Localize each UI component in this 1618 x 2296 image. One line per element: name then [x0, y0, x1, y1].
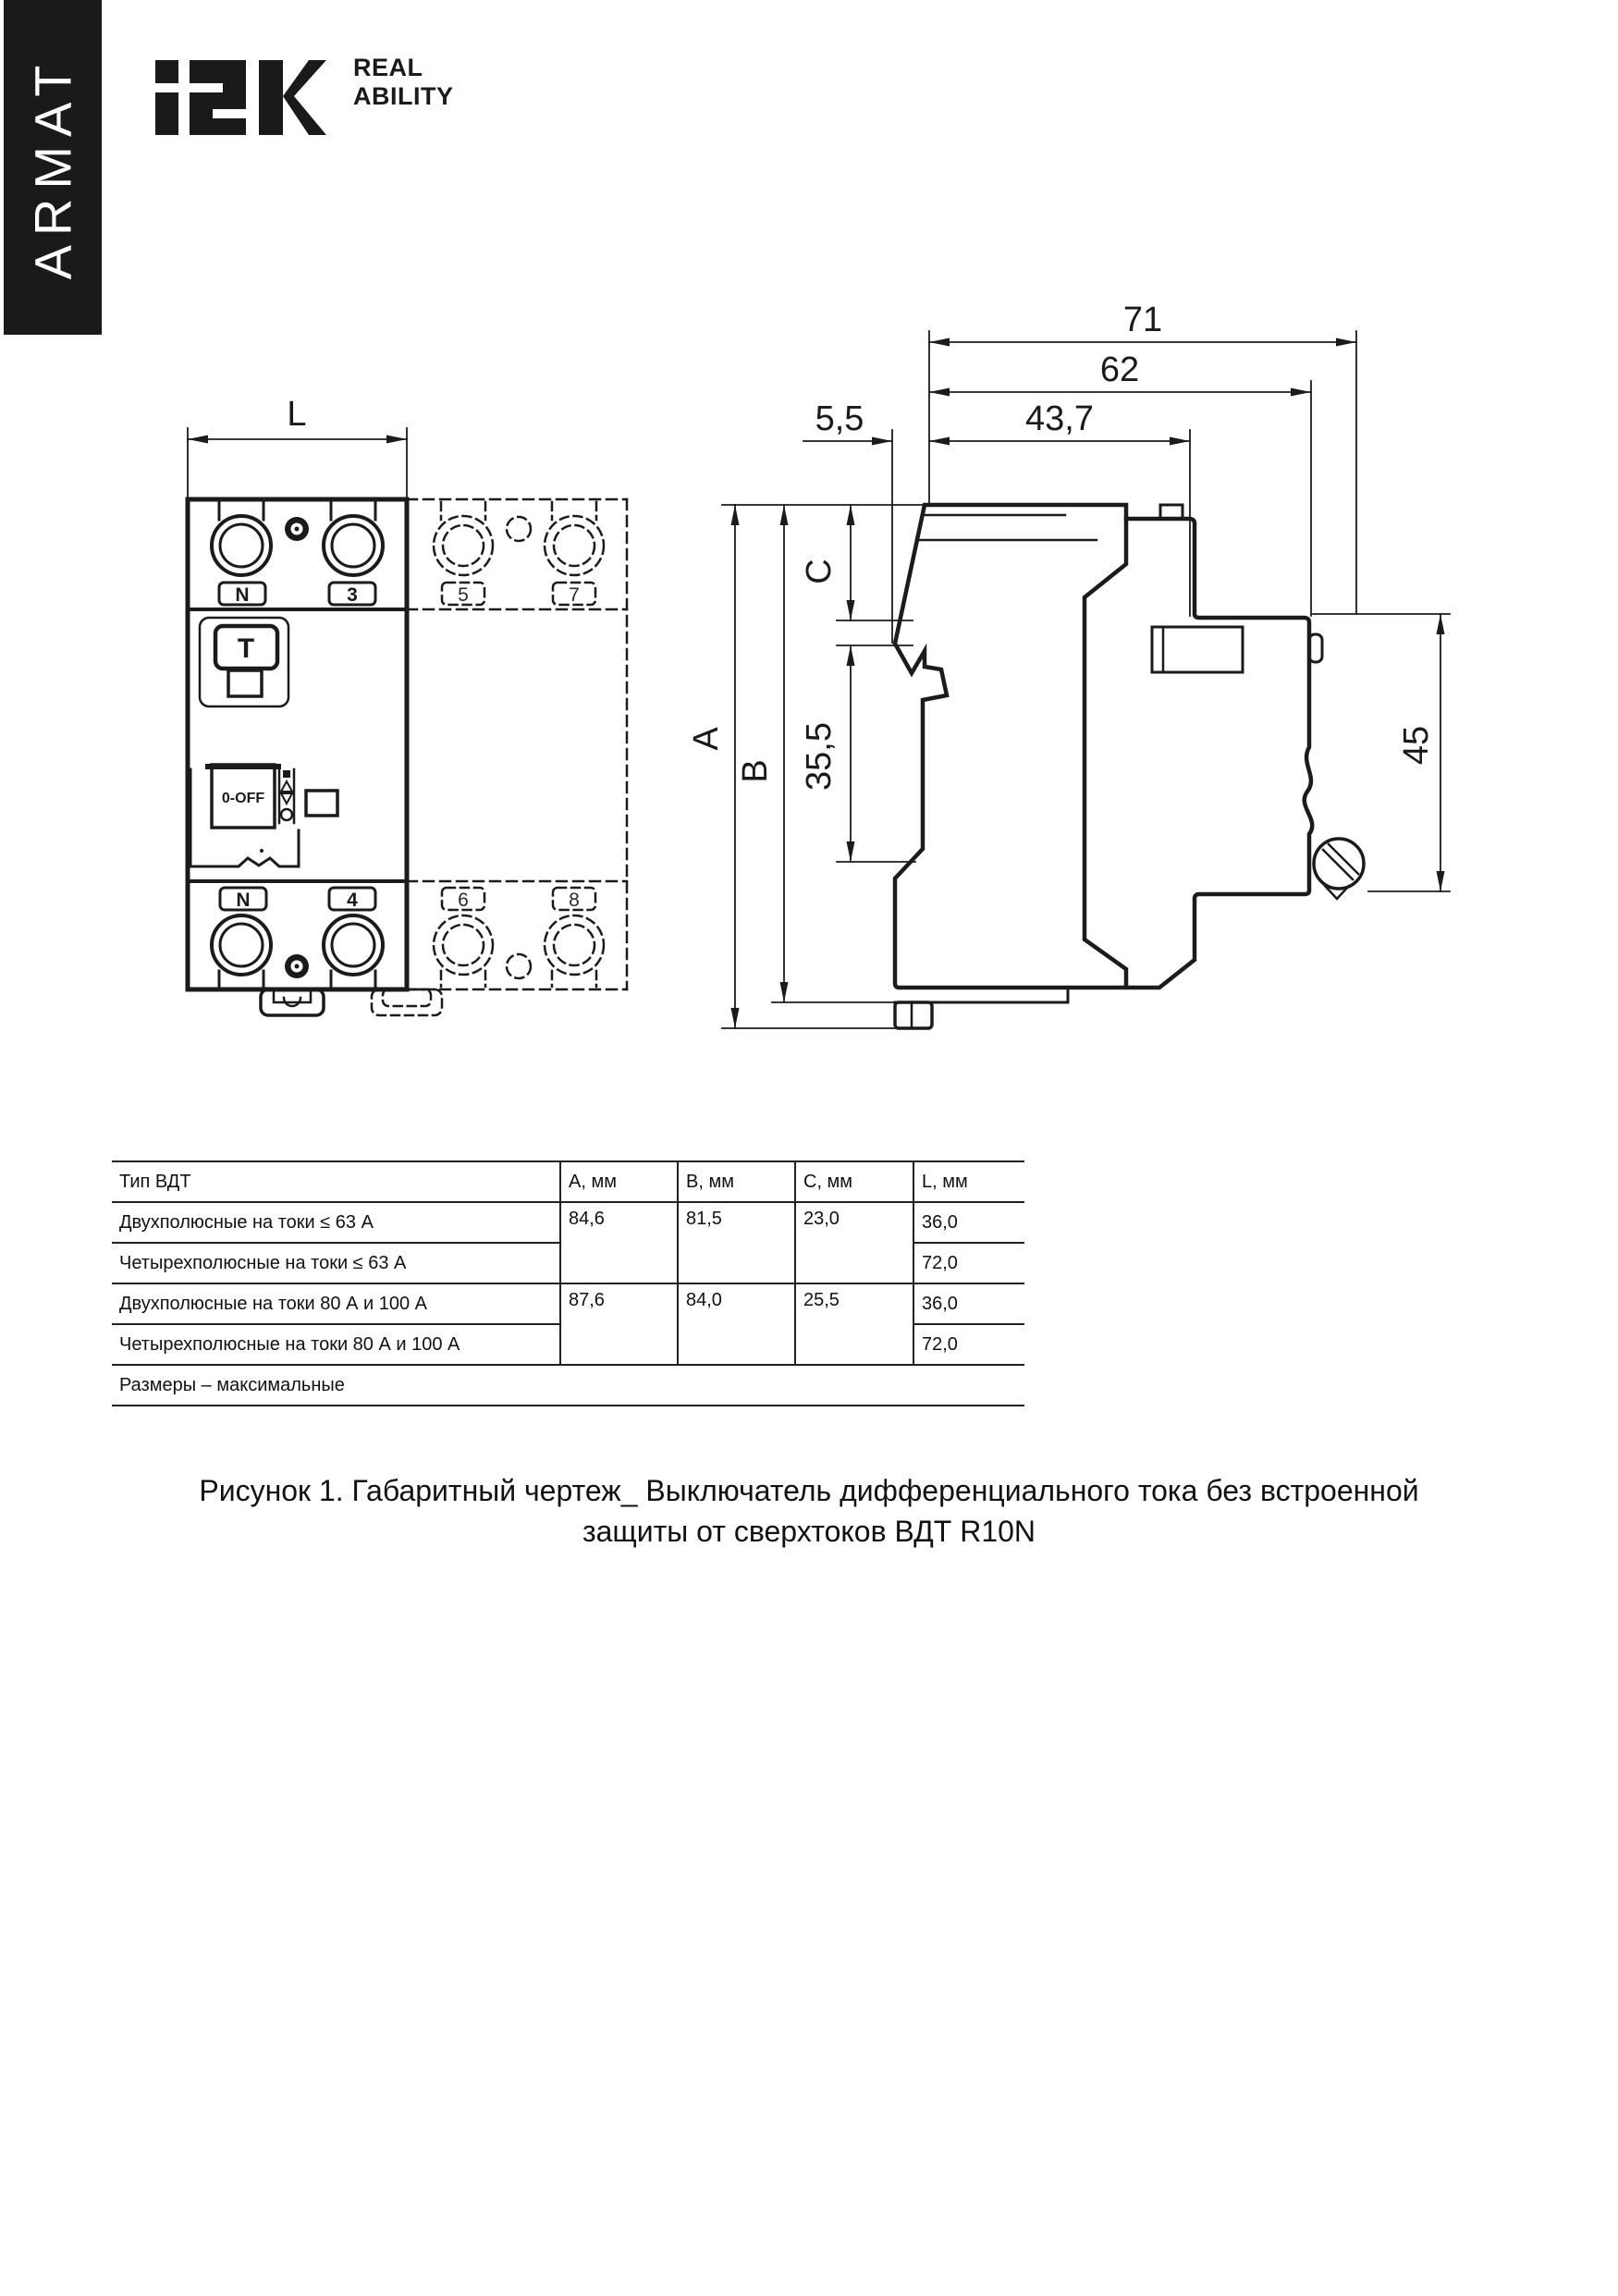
rear-screw — [1314, 839, 1364, 899]
table-footer-row — [112, 1365, 1024, 1406]
terminal-label-7: 7 — [569, 584, 580, 606]
terminal-label-n-bottom: N — [236, 890, 251, 911]
col-header-l: L, мм — [913, 1161, 1024, 1202]
dim-label-5-5: 5,5 — [815, 399, 864, 438]
table-footnote: Размеры – максимальные — [112, 1365, 1024, 1406]
row2-type: Четырехполюсные на токи ≤ 63 А — [112, 1243, 560, 1283]
dimensions-table — [112, 1160, 1024, 1406]
row1-l: 36,0 — [913, 1202, 1024, 1243]
row1-type: Двухполюсные на токи ≤ 63 А — [112, 1202, 560, 1243]
din-clip-dashed — [372, 989, 442, 1015]
dim-label-L: L — [287, 395, 307, 434]
row2-l: 72,0 — [913, 1243, 1024, 1283]
test-button-label: T — [237, 633, 255, 664]
table-row — [112, 1202, 1024, 1243]
terminal-label-3: 3 — [347, 584, 358, 606]
dim-label-35-5: 35,5 — [800, 722, 839, 791]
bottom-screw — [285, 954, 309, 978]
caption-line1: Рисунок 1. Габаритный чертеж_ Выключатель дифференциального тока без встроенной — [199, 1474, 1419, 1507]
dim-label-C: C — [800, 559, 839, 584]
tagline-line2: ABILITY — [353, 82, 454, 110]
terminal-label-6: 6 — [458, 890, 469, 911]
col-header-c: C, мм — [795, 1161, 913, 1202]
front-view — [188, 395, 627, 1015]
terminal-label-n-top: N — [235, 584, 250, 606]
dim-label-45: 45 — [1397, 725, 1436, 766]
armat-vertical-label: ARMAT — [23, 55, 82, 279]
row1-b: 81,5 — [678, 1202, 795, 1283]
row1-c: 23,0 — [795, 1202, 913, 1283]
col-header-a: A, мм — [560, 1161, 678, 1202]
table-header-row — [112, 1161, 1024, 1202]
rocker-switch — [190, 765, 337, 866]
row3-a: 87,6 — [560, 1283, 678, 1365]
figure-caption — [74, 1470, 1544, 1552]
dimensional-drawing — [0, 0, 1618, 1110]
col-header-type: Тип ВДТ — [112, 1161, 560, 1202]
tagline-line1: REAL — [353, 54, 423, 81]
front-view-4pole-dashed — [407, 499, 627, 989]
terminal-label-4: 4 — [347, 890, 358, 911]
rocker-label: 0-OFF — [221, 791, 265, 806]
top-screw — [285, 517, 309, 541]
terminal-label-8: 8 — [569, 890, 580, 911]
row3-b: 84,0 — [678, 1283, 795, 1365]
col-header-b: B, мм — [678, 1161, 795, 1202]
dim-label-62: 62 — [1099, 350, 1140, 389]
side-dimension-lines — [731, 338, 1445, 1029]
table-row — [112, 1283, 1024, 1324]
dim-label-B: B — [736, 759, 775, 783]
caption-line2: защиты от сверхтоков ВДТ R10N — [582, 1515, 1036, 1548]
side-view — [687, 301, 1450, 1028]
row3-l: 36,0 — [913, 1283, 1024, 1324]
dim-label-A: A — [687, 727, 726, 751]
row4-l: 72,0 — [913, 1324, 1024, 1365]
row3-c: 25,5 — [795, 1283, 913, 1365]
dim-label-43-7: 43,7 — [1025, 399, 1094, 438]
row4-type: Четырехполюсные на токи 80 А и 100 А — [112, 1324, 560, 1365]
row1-a: 84,6 — [560, 1202, 678, 1283]
row3-type: Двухполюсные на токи 80 А и 100 А — [112, 1283, 560, 1324]
terminal-label-5: 5 — [458, 584, 469, 606]
dim-label-71: 71 — [1122, 301, 1163, 339]
dim-L — [188, 428, 407, 497]
din-clip-solid — [261, 989, 324, 1015]
side-dimension-labels — [687, 301, 1436, 791]
